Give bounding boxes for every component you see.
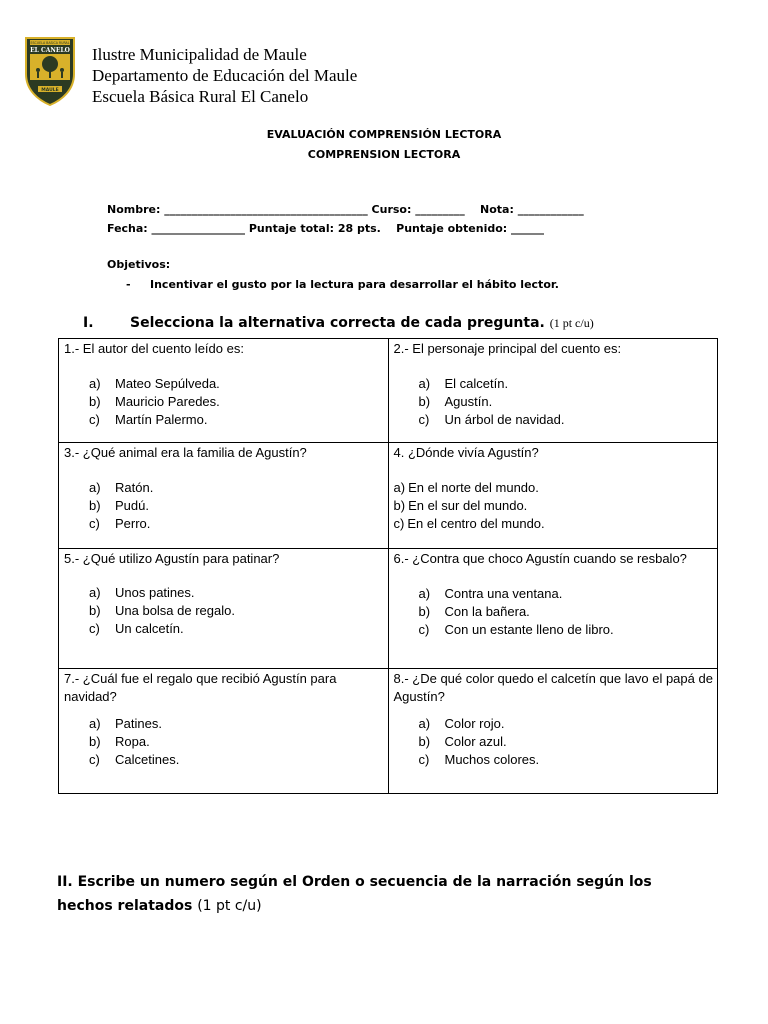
question-cell [59, 339, 389, 443]
table-row [59, 669, 718, 794]
school-header [92, 44, 357, 107]
question-text: 7.- ¿Cuál fue el regalo que recibió Agustín para navidad? [64, 671, 337, 704]
answer-option[interactable]: b) Ropa. [89, 734, 150, 749]
svg-text:ESCUELA BASICA RURAL: ESCUELA BASICA RURAL [30, 41, 70, 45]
objectives-label: Objetivos: [107, 258, 171, 271]
question-text: 5.- ¿Qué utilizo Agustín para patinar? [64, 551, 280, 566]
school-crest-logo [24, 34, 76, 106]
answer-option[interactable]: c) En el centro del mundo. [393, 516, 545, 531]
question-text: 6.- ¿Contra que choco Agustín cuando se resbalo? [393, 551, 687, 566]
answer-option[interactable]: c) Con un estante lleno de libro. [418, 622, 614, 637]
svg-text:EL CANELO: EL CANELO [30, 47, 70, 54]
section-1-points: (1 pt c/u) [549, 316, 594, 330]
section-2-points: (1 pt c/u) [197, 898, 262, 914]
objective-item [126, 278, 559, 291]
answer-option[interactable]: c) Muchos colores. [418, 752, 540, 767]
question-cell [388, 669, 718, 794]
section-2-heading [57, 870, 707, 918]
section-1-number: I. [83, 315, 94, 331]
header-line-school: Escuela Básica Rural El Canelo [92, 87, 309, 106]
section-2-title: II. Escribe un numero según el Orden o secuencia de la narración según los hechos relatados [57, 874, 652, 914]
answer-option[interactable]: c) Un calcetín. [89, 621, 184, 636]
question-cell [59, 443, 389, 549]
answer-option[interactable]: a) Ratón. [89, 480, 154, 495]
answer-option[interactable]: a) Color rojo. [418, 716, 505, 731]
question-cell [59, 669, 389, 794]
answer-option[interactable]: b) Agustín. [418, 394, 493, 409]
answer-option[interactable]: a) El calcetín. [418, 376, 509, 391]
questions-table [58, 338, 718, 794]
document-title: EVALUACIÓN COMPRENSIÓN LECTORA [266, 128, 502, 141]
header-line-department: Departamento de Educación del Maule [92, 66, 358, 85]
answer-option[interactable]: a) Mateo Sepúlveda. [89, 376, 220, 391]
answer-option[interactable]: b) En el sur del mundo. [393, 498, 528, 513]
answer-option[interactable]: b) Mauricio Paredes. [89, 394, 220, 409]
answer-option[interactable]: a) Contra una ventana. [418, 586, 563, 601]
table-row [59, 549, 718, 669]
question-text: 4. ¿Dónde vivía Agustín? [393, 445, 539, 460]
question-cell [388, 549, 718, 669]
question-text: 2.- El personaje principal del cuento es: [393, 341, 622, 356]
svg-text:MAULE: MAULE [41, 88, 59, 93]
student-info-row-2[interactable]: Fecha: _________________ Puntaje total: 28 pts. Puntaje obtenido: ______ [107, 222, 545, 235]
table-row [59, 443, 718, 549]
header-line-municipality: Ilustre Municipalidad de Maule [92, 45, 307, 64]
answer-option[interactable]: a) Unos patines. [89, 585, 195, 600]
answer-option[interactable]: c) Perro. [89, 516, 151, 531]
question-cell [388, 339, 718, 443]
section-1-title: Selecciona la alternativa correcta de cada pregunta. [130, 315, 545, 331]
table-row [59, 339, 718, 443]
question-cell [59, 549, 389, 669]
document-subtitle: COMPRENSION LECTORA [307, 148, 461, 161]
answer-option[interactable]: a) En el norte del mundo. [393, 480, 539, 495]
answer-option[interactable]: b) Pudú. [89, 498, 149, 513]
section-1-heading [83, 315, 594, 331]
answer-option[interactable]: c) Calcetines. [89, 752, 180, 767]
student-info-row-1[interactable]: Nombre: _____________________________________ Curso: _________ Nota: ____________ [107, 203, 584, 216]
bullet-dash: - [126, 278, 131, 291]
question-cell [388, 443, 718, 549]
objective-text: Incentivar el gusto por la lectura para desarrollar el hábito lector. [150, 278, 559, 291]
answer-option[interactable]: c) Un árbol de navidad. [418, 412, 565, 427]
answer-option[interactable]: b) Con la bañera. [418, 604, 530, 619]
answer-option[interactable]: b) Color azul. [418, 734, 507, 749]
answer-option[interactable]: b) Una bolsa de regalo. [89, 603, 235, 618]
answer-option[interactable]: c) Martín Palermo. [89, 412, 208, 427]
question-text: 1.- El autor del cuento leído es: [64, 341, 244, 356]
answer-option[interactable]: a) Patines. [89, 716, 162, 731]
question-text: 8.- ¿De qué color quedo el calcetín que lavo el papá de Agustín? [393, 671, 713, 704]
question-text: 3.- ¿Qué animal era la familia de Agustín? [64, 445, 307, 460]
